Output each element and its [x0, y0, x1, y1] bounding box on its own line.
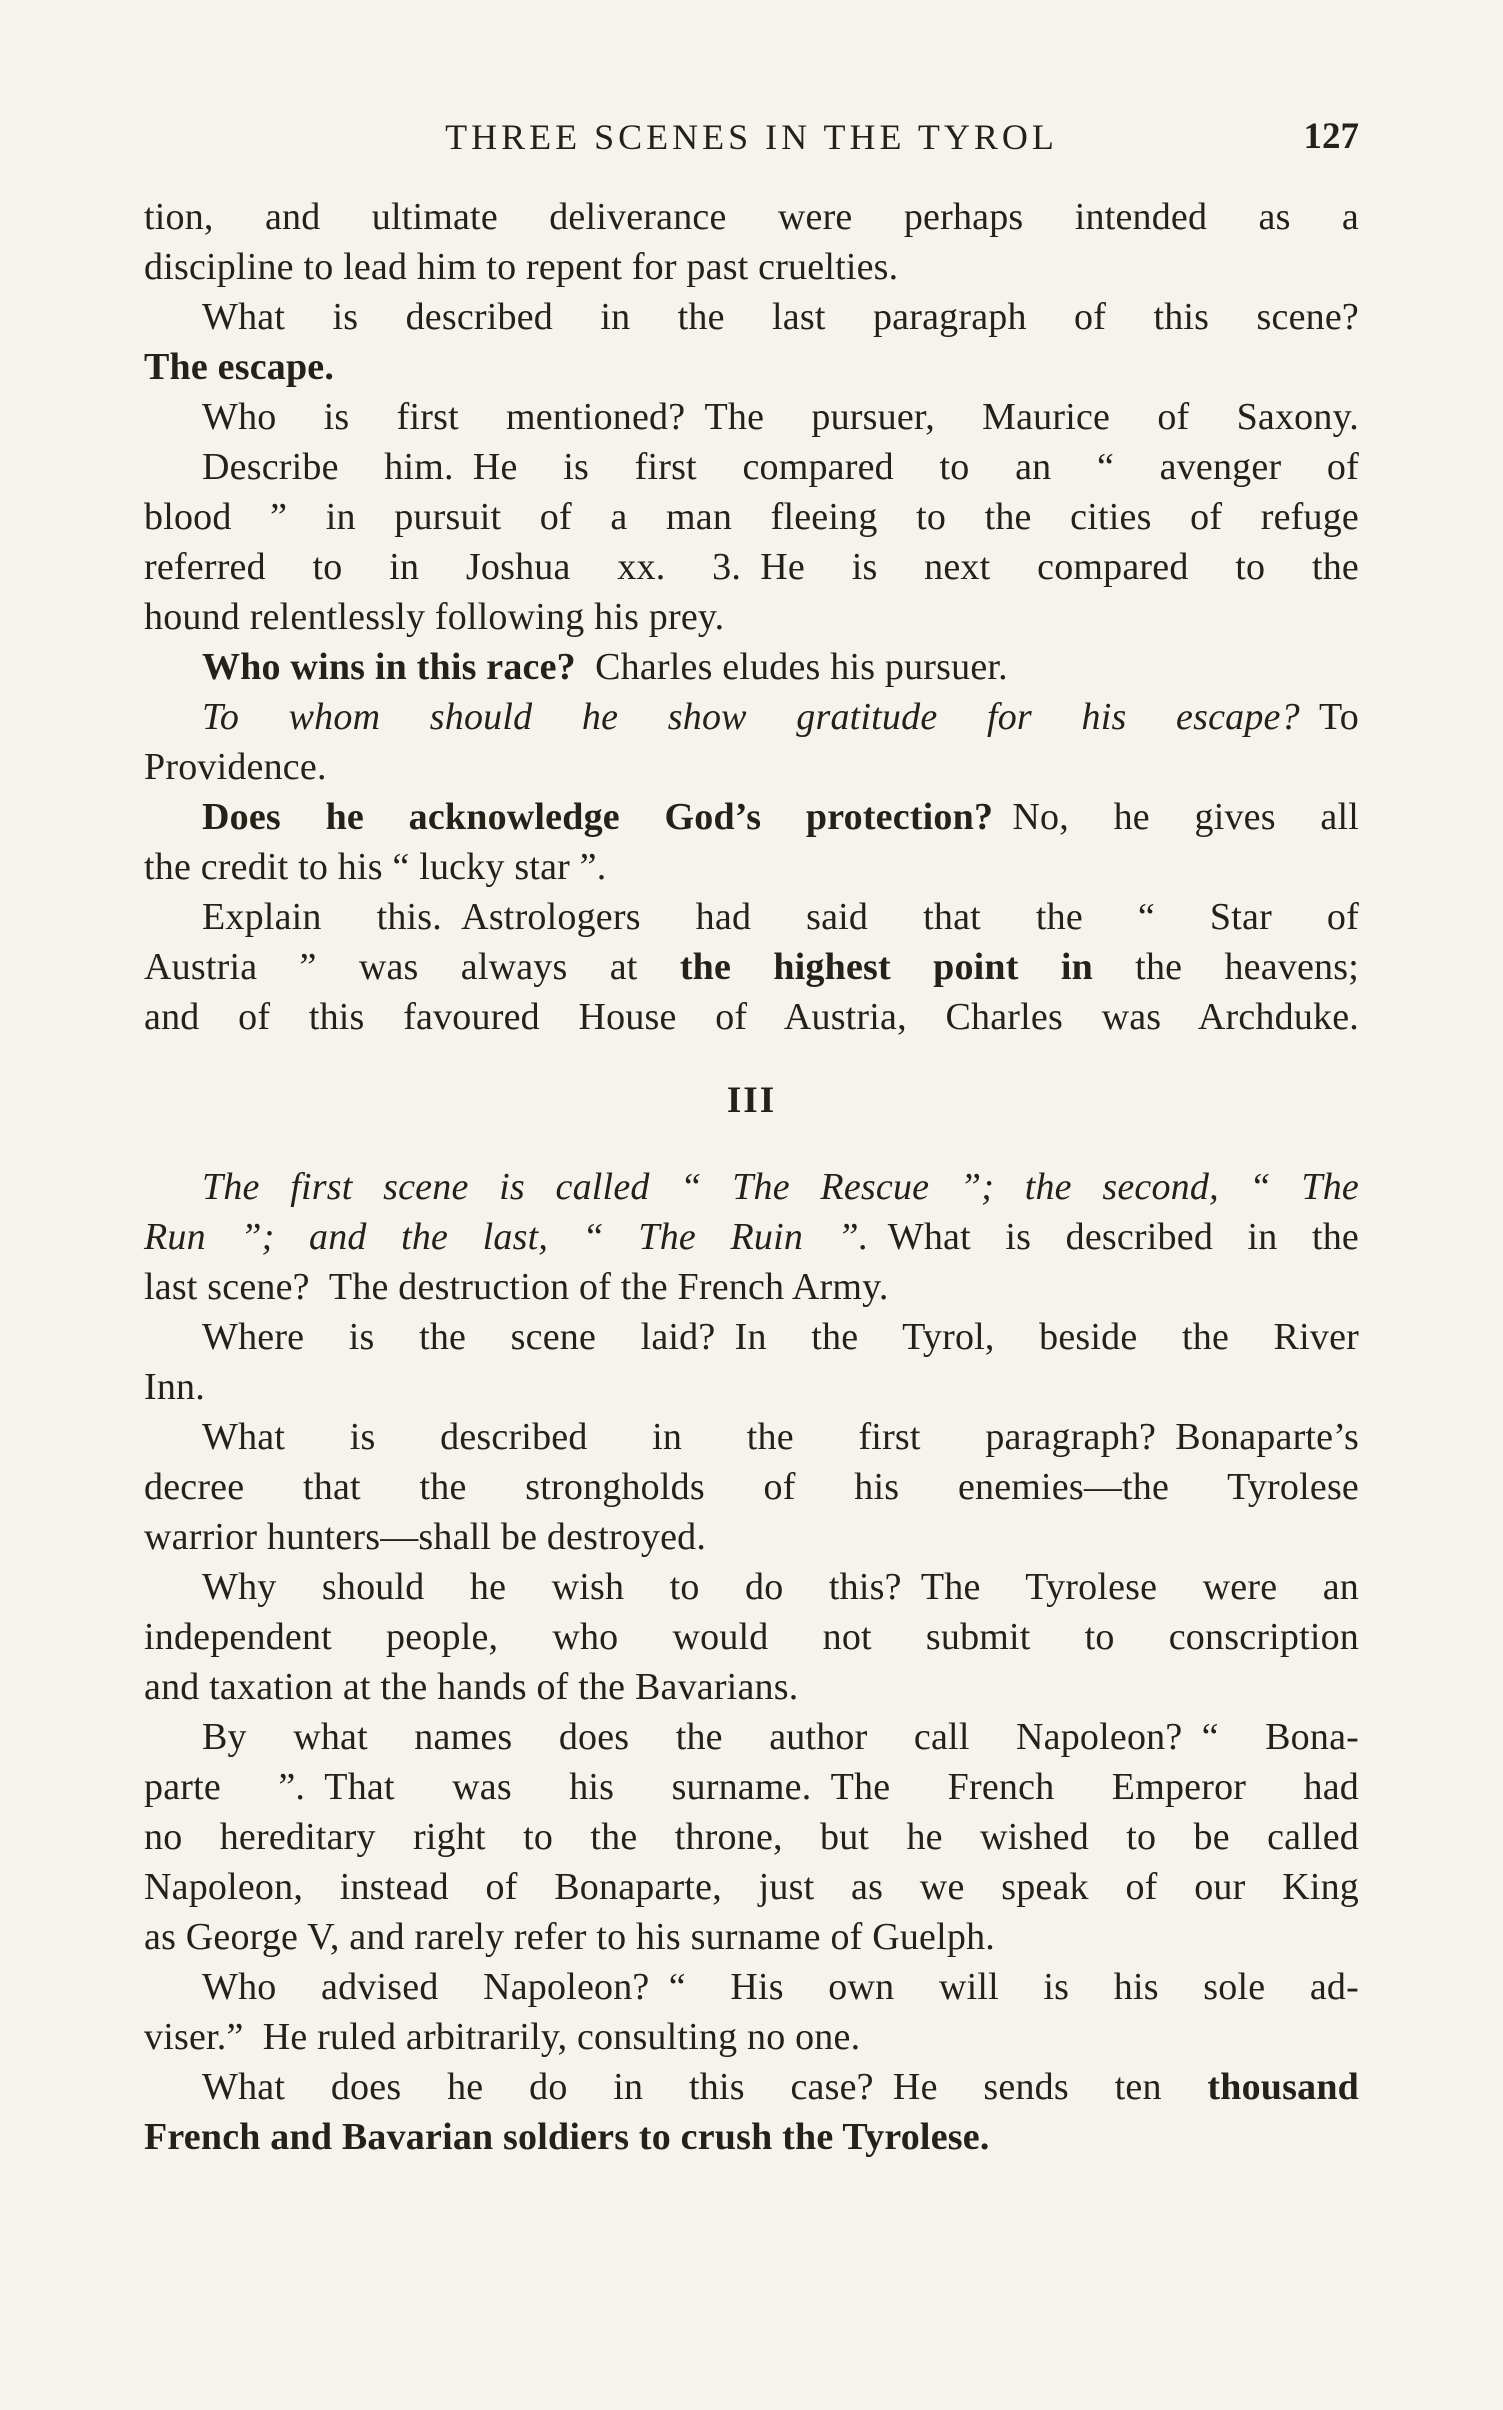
- text-segment: What does he do in this case? He sends ten: [202, 2066, 1208, 2108]
- text-segment: referred to in Joshua xx. 3. He is next compared to the: [144, 546, 1359, 588]
- text-line: [144, 1412, 1359, 1462]
- text-segment: as George V, and rarely refer to his surname of Guelph.: [144, 1916, 995, 1958]
- text-line: [144, 842, 1359, 892]
- text-segment: the credit to his “ lucky star ”.: [144, 846, 607, 888]
- text-segment: tion, and ultimate deliverance were perhaps intended as a: [144, 196, 1359, 238]
- text-column: [144, 0, 1359, 2162]
- text-line: [144, 1912, 1359, 1962]
- text-segment: and taxation at the hands of the Bavarians.: [144, 1666, 799, 1708]
- text-line: [144, 1812, 1359, 1862]
- text-segment: By what names does the author call Napoleon? “ Bona-: [202, 1716, 1359, 1758]
- section-heading: III: [726, 1080, 777, 1121]
- text-line: [144, 592, 1359, 642]
- text-segment: independent people, who would not submit to conscription: [144, 1616, 1359, 1658]
- text-line: [144, 2062, 1359, 2112]
- page-header: [144, 112, 1359, 162]
- text-line: [144, 1162, 1359, 1212]
- text-line: [144, 892, 1359, 942]
- text-line: [144, 342, 1359, 392]
- text-line: [144, 742, 1359, 792]
- text-line: [144, 1562, 1359, 1612]
- text-segment: French and Bavarian soldiers to crush the Tyrolese.: [144, 2116, 990, 2158]
- text-segment: no hereditary right to the throne, but he wished to be called: [144, 1816, 1359, 1858]
- text-line: [144, 1862, 1359, 1912]
- text-line: [144, 692, 1359, 742]
- text-line: [144, 1262, 1359, 1312]
- text-line: [144, 992, 1359, 1042]
- text-segment: viser.” He ruled arbitrarily, consulting no one.: [144, 2016, 861, 2058]
- text-segment: Run ”; and the last, “ The Ruin ”.: [144, 1216, 869, 1258]
- text-segment: blood ” in pursuit of a man fleeing to the cities of refuge: [144, 496, 1359, 538]
- text-line: [144, 942, 1359, 992]
- text-segment: To: [1299, 696, 1359, 738]
- text-segment: Explain this. Astrologers had said that the “ Star of: [202, 896, 1359, 938]
- text-line: [144, 2012, 1359, 2062]
- text-segment: Where is the scene laid? In the Tyrol, beside the River: [202, 1316, 1359, 1358]
- text-segment: Napoleon, instead of Bonaparte, just as we speak of our King: [144, 1866, 1359, 1908]
- text-segment: Austria ” was always at: [144, 946, 680, 988]
- text-segment: the highest point in: [679, 946, 1093, 988]
- text-segment: the heavens;: [1092, 946, 1360, 988]
- text-line: [144, 1962, 1359, 2012]
- text-line: [144, 642, 1359, 692]
- text-segment: discipline to lead him to repent for past cruelties.: [144, 246, 899, 288]
- running-title: THREE SCENES IN THE TYROL: [445, 117, 1058, 157]
- text-segment: The escape.: [144, 346, 335, 388]
- text-line: [144, 192, 1359, 242]
- text-segment: decree that the strongholds of his enemies—the Tyrolese: [144, 1466, 1359, 1508]
- text-segment: Who wins in this race?: [202, 646, 576, 688]
- text-line: [144, 1762, 1359, 1812]
- text-segment: parte ”. That was his surname. The French Emperor had: [144, 1766, 1359, 1808]
- text-segment: hound relentlessly following his prey.: [144, 596, 725, 638]
- text-line: [144, 1612, 1359, 1662]
- text-line: [144, 1212, 1359, 1262]
- text-segment: and of this favoured House of Austria, Charles was Archduke.: [144, 996, 1359, 1038]
- text-segment: Providence.: [144, 746, 327, 788]
- text-line: [144, 442, 1359, 492]
- text-segment: What is described in the first paragraph? Bonaparte’s: [202, 1416, 1359, 1458]
- text-line: [144, 1362, 1359, 1412]
- text-line: [144, 542, 1359, 592]
- text-segment: Inn.: [144, 1366, 205, 1408]
- text-line: [144, 2112, 1359, 2162]
- text-segment: What is described in the last paragraph of this scene?: [202, 296, 1359, 338]
- text-line: [144, 392, 1359, 442]
- text-line: [144, 1662, 1359, 1712]
- text-segment: Does he acknowledge God’s protection?: [202, 796, 994, 838]
- text-segment: Who is first mentioned? The pursuer, Maurice of Saxony.: [202, 396, 1359, 438]
- text-line: [144, 1712, 1359, 1762]
- text-line: [144, 1312, 1359, 1362]
- text-line: [144, 492, 1359, 542]
- text-segment: No, he gives all: [993, 796, 1359, 838]
- page-body: [144, 192, 1359, 2162]
- text-segment: Describe him. He is first compared to an “ avenger of: [202, 446, 1359, 488]
- text-line: [144, 792, 1359, 842]
- text-segment: What is described in the: [868, 1216, 1359, 1258]
- text-segment: To whom should he show gratitude for his escape?: [202, 696, 1300, 738]
- text-line: [144, 1512, 1359, 1562]
- text-segment: last scene? The destruction of the French Army.: [144, 1266, 889, 1308]
- text-segment: warrior hunters—shall be destroyed.: [144, 1516, 707, 1558]
- text-line: [144, 242, 1359, 292]
- text-segment: Charles eludes his pursuer.: [575, 646, 1008, 688]
- text-segment: Who advised Napoleon? “ His own will is his sole ad-: [202, 1966, 1359, 2008]
- page-number: 127: [1303, 116, 1359, 157]
- text-segment: The first scene is called “ The Rescue ”; the second, “ The: [202, 1166, 1359, 1208]
- text-segment: Why should he wish to do this? The Tyrolese were an: [202, 1566, 1359, 1608]
- text-line: [144, 1462, 1359, 1512]
- text-line: [144, 292, 1359, 342]
- text-segment: thousand: [1207, 2066, 1359, 2108]
